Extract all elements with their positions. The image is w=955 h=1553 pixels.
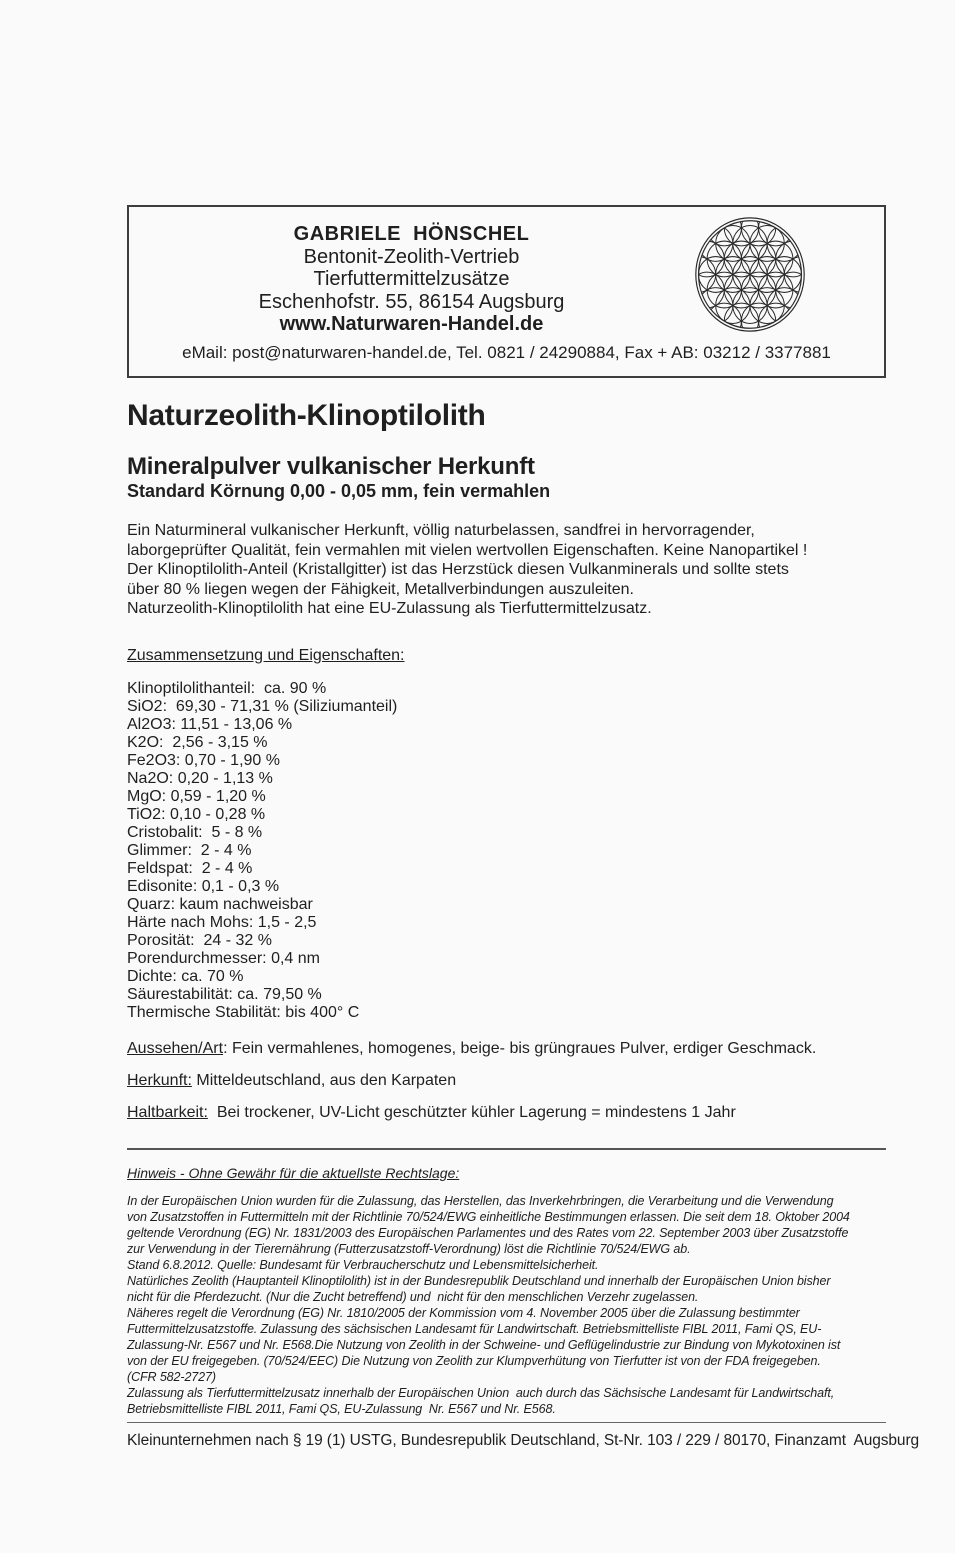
legal-line: von der EU freigegeben. (70/524/EEC) Die Nutzung von Zeolith zur Klumpverhütung von Tierfutter ist von der FDA freigegeben. [127, 1353, 821, 1368]
letterhead-box [127, 205, 886, 378]
shelf-life-text: Bei trockener, UV-Licht geschützter kühler Lagerung = mindestens 1 Jahr [207, 1103, 736, 1121]
legal-line: Zulassung als Tierfuttermittelzusatz innerhalb der Europäischen Union auch durch das Sächsische Landesamt für Landwirtschaft, [127, 1385, 835, 1400]
appearance-line [127, 1039, 886, 1058]
legal-line: geltende Verordnung (EG) Nr. 1831/2003 des Europäischen Parlamentes und des Rates vom 22. September 2003 über Zusatzstoffe [127, 1225, 849, 1240]
composition-item: Dichte: ca. 70 % [127, 967, 244, 985]
composition-list [127, 680, 886, 1022]
company-address-line: Bentonit-Zeolith-Vertrieb [303, 245, 520, 268]
shelf-life-label: Haltbarkeit: [127, 1103, 208, 1121]
composition-item: SiO2: 69,30 - 71,31 % (Siliziumanteil) [127, 697, 398, 715]
composition-item: Härte nach Mohs: 1,5 - 2,5 [127, 913, 317, 931]
letterhead-address-block [129, 207, 694, 336]
appearance-label: Aussehen/Art [127, 1039, 224, 1057]
origin-label: Herkunft: [127, 1071, 192, 1089]
composition-item: Thermische Stabilität: bis 400° C [127, 1003, 360, 1021]
company-address-line: Tierfuttermittelzusätze [313, 268, 510, 290]
datasheet-page [127, 0, 920, 1450]
intro-line: Naturzeolith-Klinoptilolith hat eine EU-Zulassung als Tierfuttermittelzusatz. [127, 600, 652, 618]
composition-item: Feldspat: 2 - 4 % [127, 859, 253, 877]
website-url: www.Naturwaren-Handel.de [279, 313, 544, 335]
legal-line: Natürliches Zeolith (Hauptanteil Klinoptilolith) ist in der Bundesrepublik Deutschland und innerhalb der Europäischen Union bisher [127, 1273, 831, 1288]
intro-line: laborgeprüfter Qualität, fein vermahlen mit vielen wertvollen Eigenschaften. Keine Nanopartikel ! [127, 541, 808, 559]
composition-item: K2O: 2,56 - 3,15 % [127, 733, 268, 751]
contact-line: eMail: post@naturwaren-handel.de, Tel. 0821 / 24290884, Fax + AB: 03212 / 3377881 [182, 342, 831, 362]
company-address-line: Eschenhofstr. 55, 86154 Augsburg [258, 290, 565, 313]
composition-item: Quarz: kaum nachweisbar [127, 895, 313, 913]
shelf-life-line [127, 1103, 886, 1122]
legal-notice-heading: Hinweis - Ohne Gewähr für die aktuellste Rechtslage: [127, 1164, 460, 1181]
company-logo [694, 216, 806, 333]
composition-item: Fe2O3: 0,70 - 1,90 % [127, 751, 280, 769]
composition-item: Klinoptilolithanteil: ca. 90 % [127, 679, 327, 697]
grain-size-line: Standard Körnung 0,00 - 0,05 mm, fein vermahlen [127, 481, 551, 501]
composition-item: Na2O: 0,20 - 1,13 % [127, 769, 273, 787]
legal-notice-text [127, 1193, 886, 1417]
intro-line: Der Klinoptilolith-Anteil (Kristallgitter) ist das Herzstück diesen Vulkanminerals und sollte stets [127, 561, 789, 579]
page-title: Naturzeolith-Klinoptilolith [127, 399, 486, 432]
composition-item: Al2O3: 11,51 - 13,06 % [127, 715, 293, 733]
divider-top [127, 1148, 886, 1150]
footer-note: Kleinunternehmen nach § 19 (1) USTG, Bundesrepublik Deutschland, St-Nr. 103 / 229 / 80170, Finanzamt Augsburg [127, 1431, 920, 1449]
legal-line: Futtermittelzusatzstoffe. Zulassung des sächsischen Landesamt für Landwirtschaft. Betriebsmittelliste FIBL 2011, Fami QS, EU- [127, 1321, 822, 1336]
intro-line: Ein Naturmineral vulkanischer Herkunft, völlig naturbelassen, sandfrei in hervorragender, [127, 522, 755, 539]
legal-line: In der Europäischen Union wurden für die Zulassung, das Herstellen, das Inverkehrbringen, die Verarbeitung und die Verwendung [127, 1193, 834, 1208]
divider-bottom [127, 1422, 886, 1423]
company-name: GABRIELE HÖNSCHEL [293, 223, 530, 245]
origin-line [127, 1071, 886, 1090]
letterhead-row [129, 207, 884, 336]
legal-line: Betriebsmittelliste FIBL 2011, Fami QS, EU-Zulassung Nr. E567 und Nr. E568. [127, 1401, 556, 1416]
legal-line: Stand 6.8.2012. Quelle: Bundesamt für Verbraucherschutz und Lebensmittelsicherheit. [127, 1257, 599, 1272]
intro-line: über 80 % liegen wegen der Fähigkeit, Metallverbindungen auszuleiten. [127, 580, 634, 598]
composition-item: TiO2: 0,10 - 0,28 % [127, 805, 266, 823]
composition-item: Porendurchmesser: 0,4 nm [127, 949, 320, 967]
composition-item: Cristobalit: 5 - 8 % [127, 823, 263, 841]
composition-heading: Zusammensetzung und Eigenschaften: [127, 646, 405, 664]
legal-line: nicht für die Pferdezucht. (Nur die Zucht betreffend) und nicht für den menschlichen Verzehr zugelassen. [127, 1289, 699, 1304]
legal-line: Zulassung-Nr. E567 und Nr. E568.Die Nutzung von Zeolith in der Schweine- und Geflügelindustrie zur Bindung von Mykotoxinen ist [127, 1337, 841, 1352]
composition-item: MgO: 0,59 - 1,20 % [127, 787, 266, 805]
composition-item: Glimmer: 2 - 4 % [127, 841, 252, 859]
legal-line: von Zusatzstoffen in Futtermitteln mit der Richtlinie 70/524/EWG einheitliche Bestimmungen erlassen. Die seit dem 18. Oktober 2004 [127, 1209, 850, 1224]
legal-line: (CFR 582-2727) [127, 1369, 216, 1384]
product-subtitle: Mineralpulver vulkanischer Herkunft [127, 453, 535, 480]
legal-line: Näheres regelt die Verordnung (EG) Nr. 1810/2005 der Kommission vom 4. November 2005 über die Zulassung bestimmter [127, 1305, 800, 1320]
composition-item: Säurestabilität: ca. 79,50 % [127, 985, 322, 1003]
intro-paragraph [127, 521, 886, 619]
legal-line: zur Verwendung in der Tierernährung (Futterzusatzstoff-Verordnung) löst die Richtlinie 70/524/EWG ab. [127, 1241, 691, 1256]
company-address-lines [129, 246, 694, 314]
flower-of-life-icon [694, 216, 806, 333]
composition-item: Edisonite: 0,1 - 0,3 % [127, 877, 280, 895]
composition-item: Porosität: 24 - 32 % [127, 931, 272, 949]
origin-text: Mitteldeutschland, aus den Karpaten [191, 1071, 457, 1089]
appearance-text: : Fein vermahlenes, homogenes, beige- bis grüngraues Pulver, erdiger Geschmack. [223, 1039, 817, 1057]
